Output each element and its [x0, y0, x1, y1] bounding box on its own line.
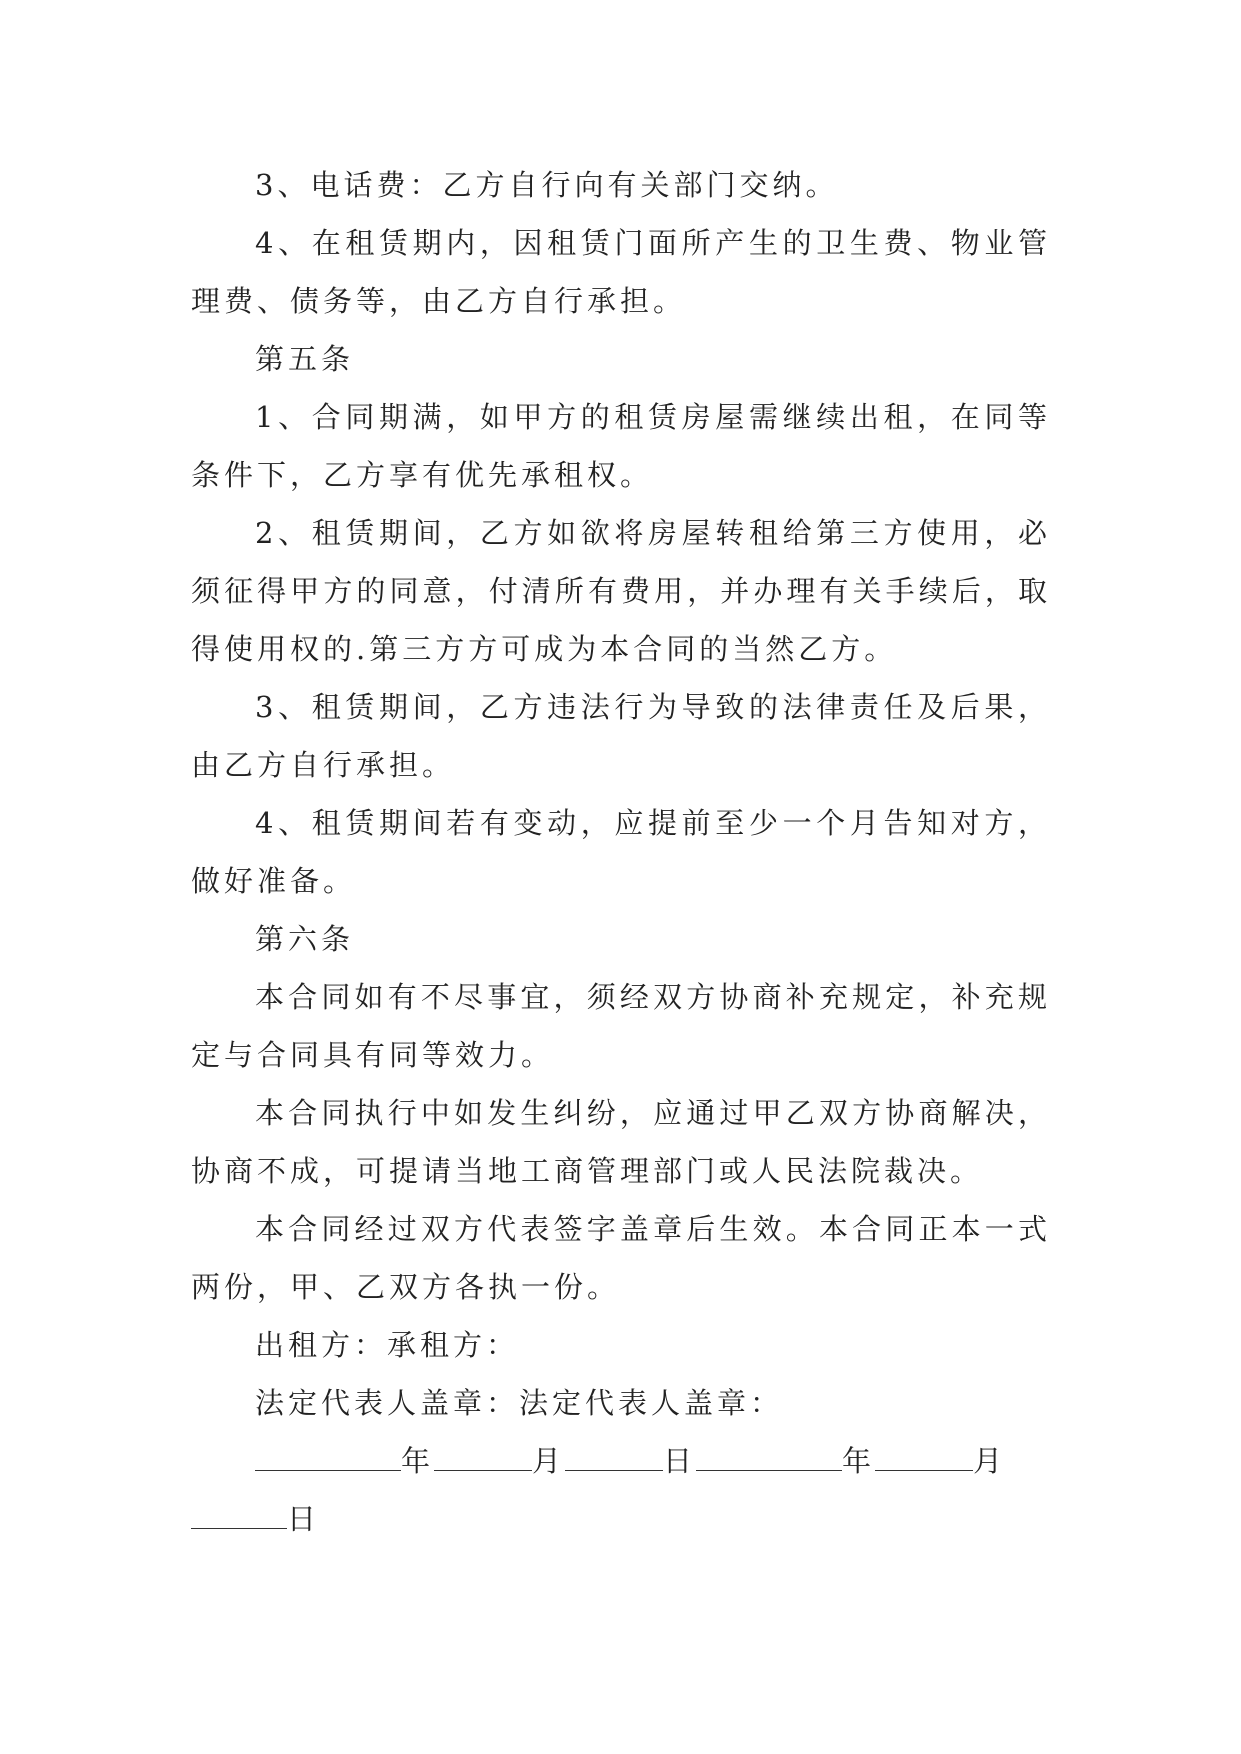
day-blank-2	[191, 1492, 287, 1529]
year-label-2: 年	[842, 1444, 876, 1478]
signature-date-line-continued	[191, 1490, 1051, 1548]
paragraph-effective: 本合同经过双方代表签字盖章后生效。本合同正本一式两份，甲、乙双方各执一份。	[191, 1212, 1051, 1304]
year-blank-2	[696, 1434, 842, 1471]
day-blank	[565, 1434, 663, 1471]
year-label: 年	[401, 1444, 435, 1478]
paragraph-lease-costs: 4、在租赁期内，因租赁门面所产生的卫生费、物业管理费、债务等，由乙方自行承担。	[191, 226, 1051, 318]
paragraph-legal-liability: 3、租赁期间，乙方违法行为导致的法律责任及后果，由乙方自行承担。	[191, 690, 1051, 782]
month-label: 月	[532, 1444, 566, 1478]
article-five-heading: 第五条	[255, 342, 355, 376]
day-label: 日	[663, 1444, 697, 1478]
paragraph-sublease: 2、租赁期间，乙方如欲将房屋转租给第三方使用，必须征得甲方的同意，付清所有费用，并办理有关手续后，取得使用权的.第三方方可成为本合同的当然乙方。	[191, 516, 1051, 666]
paragraph-parties: 出租方：承租方：	[255, 1328, 520, 1362]
paragraph-priority-lease: 1、合同期满，如甲方的租赁房屋需继续出租，在同等条件下，乙方享有优先承租权。	[191, 400, 1051, 492]
month-blank	[434, 1434, 532, 1471]
month-blank-2	[875, 1434, 973, 1471]
day-label-2: 日	[287, 1502, 321, 1536]
paragraph-seals: 法定代表人盖章：法定代表人盖章：	[255, 1386, 784, 1420]
year-blank	[255, 1434, 401, 1471]
signature-date-line	[191, 1432, 1051, 1490]
paragraph-notice-change: 4、租赁期间若有变动，应提前至少一个月告知对方，做好准备。	[191, 806, 1051, 898]
document-body	[191, 156, 1051, 1548]
paragraph-supplement: 本合同如有不尽事宜，须经双方协商补充规定，补充规定与合同具有同等效力。	[191, 980, 1051, 1072]
month-label-2: 月	[973, 1444, 1007, 1478]
paragraph-dispute: 本合同执行中如发生纠纷，应通过甲乙双方协商解决，协商不成，可提请当地工商管理部门或人民法院裁决。	[191, 1096, 1051, 1188]
article-six-heading: 第六条	[255, 922, 355, 956]
paragraph-phone-fee: 3、电话费：乙方自行向有关部门交纳。	[255, 168, 839, 202]
